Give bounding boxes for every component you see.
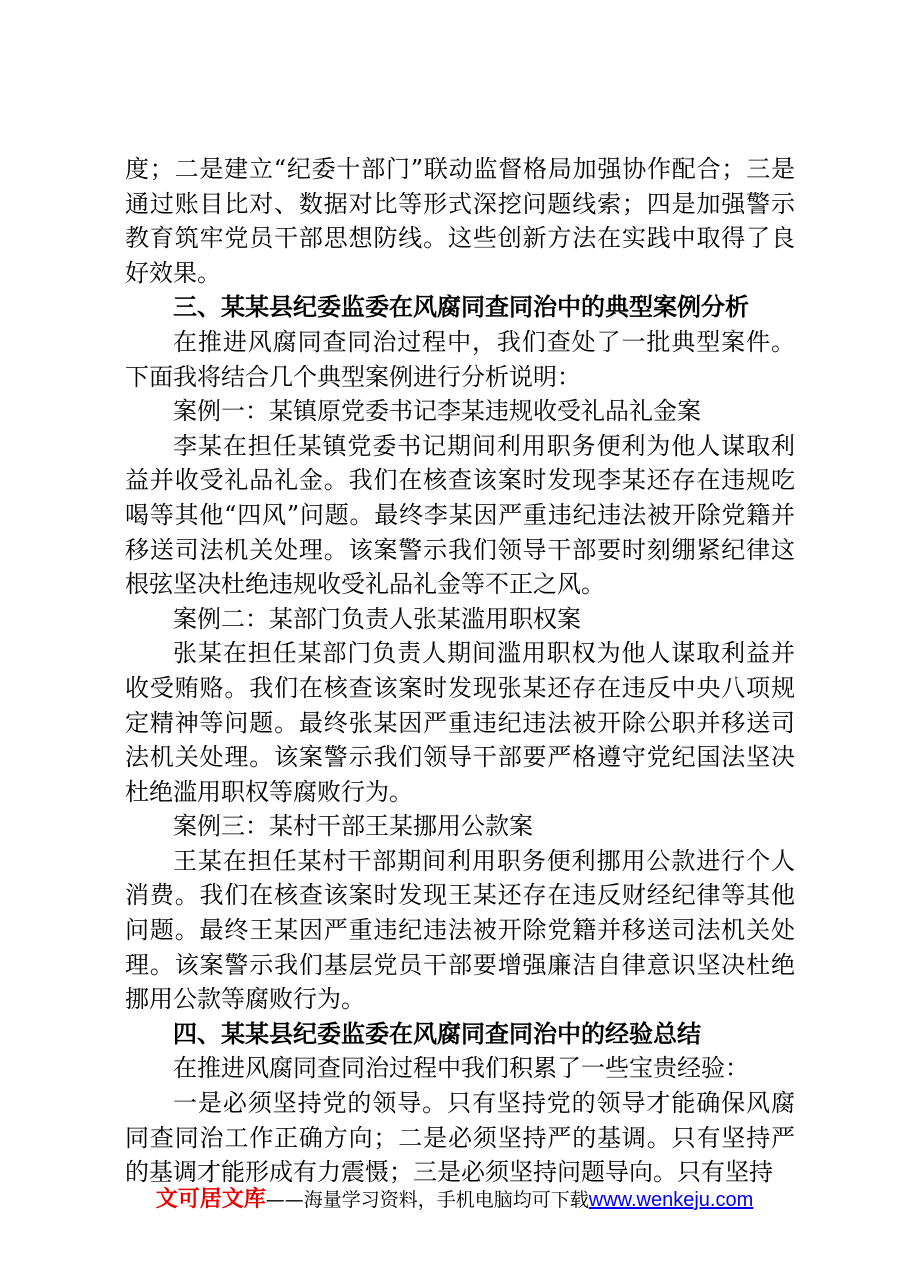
paragraph-continuation: 度；二是建立“纪委十部门”联动监督格局加强协作配合；三是通过账目比对、数据对比等形式深挖问题线索；四是加强警示教育筑牢党员干部思想防线。这些创新方法在实践中取得了良好效果。 <box>125 155 795 287</box>
section-heading-3: 三、某某县纪委监委在风腐同查同治中的典型案例分析 <box>173 293 749 322</box>
document-body <box>125 152 795 1190</box>
paragraph-experience-intro: 在推进风腐同查同治过程中我们积累了一些宝贵经验： <box>173 1054 749 1083</box>
footer-brand: 文可居文库 <box>155 1187 266 1212</box>
case-1-body: 李某在担任某镇党委书记期间利用职务便利为他人谋取利益并收受礼品礼金。我们在核查该案时发现李某还存在违规吃喝等其他“四风”问题。最终李某因严重违纪违法被开除党籍并移送司法机关处理。该案警示我们领导干部要时刻绷紧纪律这根弦坚决杜绝违规收受礼品礼金等不正之风。 <box>125 431 795 599</box>
footer-website-link[interactable]: www.wenkeju.com <box>588 1189 754 1211</box>
case-3-title: 案例三：某村干部王某挪用公款案 <box>173 812 533 841</box>
case-3-body: 王某在担任某村干部期间利用职务便利挪用公款进行个人消费。我们在核查该案时发现王某还存在违反财经纪律等其他问题。最终王某因严重违纪违法被开除党籍并移送司法机关处理。该案警示我们基层党员干部要增强廉洁自律意识坚决杜绝挪用公款等腐败行为。 <box>125 846 795 1014</box>
footer-tagline: ——海量学习资料，手机电脑均可下载 <box>265 1189 589 1211</box>
footer-banner <box>0 1182 909 1213</box>
case-2-title: 案例二：某部门负责人张某滥用职权案 <box>173 604 581 633</box>
paragraph-experience-list: 一是必须坚持党的领导。只有坚持党的领导才能确保风腐同查同治工作正确方向；二是必须坚持严的基调。只有坚持严的基调才能形成有力震慑；三是必须坚持问题导向。只有坚持 <box>125 1089 795 1187</box>
paragraph-intro-cases: 在推进风腐同查同治过程中，我们查处了一批典型案件。下面我将结合几个典型案例进行分析说明： <box>125 327 795 391</box>
section-heading-4: 四、某某县纪委监委在风腐同查同治中的经验总结 <box>173 1019 701 1048</box>
case-2-body: 张某在担任某部门负责人期间滥用职权为他人谋取利益并收受贿赂。我们在核查该案时发现张某还存在违反中央八项规定精神等问题。最终张某因严重违纪违法被开除公职并移送司法机关处理。该案警示我们领导干部要严格遵守党纪国法坚决杜绝滥用职权等腐败行为。 <box>125 639 795 806</box>
case-1-title: 案例一：某镇原党委书记李某违规收受礼品礼金案 <box>173 397 701 426</box>
